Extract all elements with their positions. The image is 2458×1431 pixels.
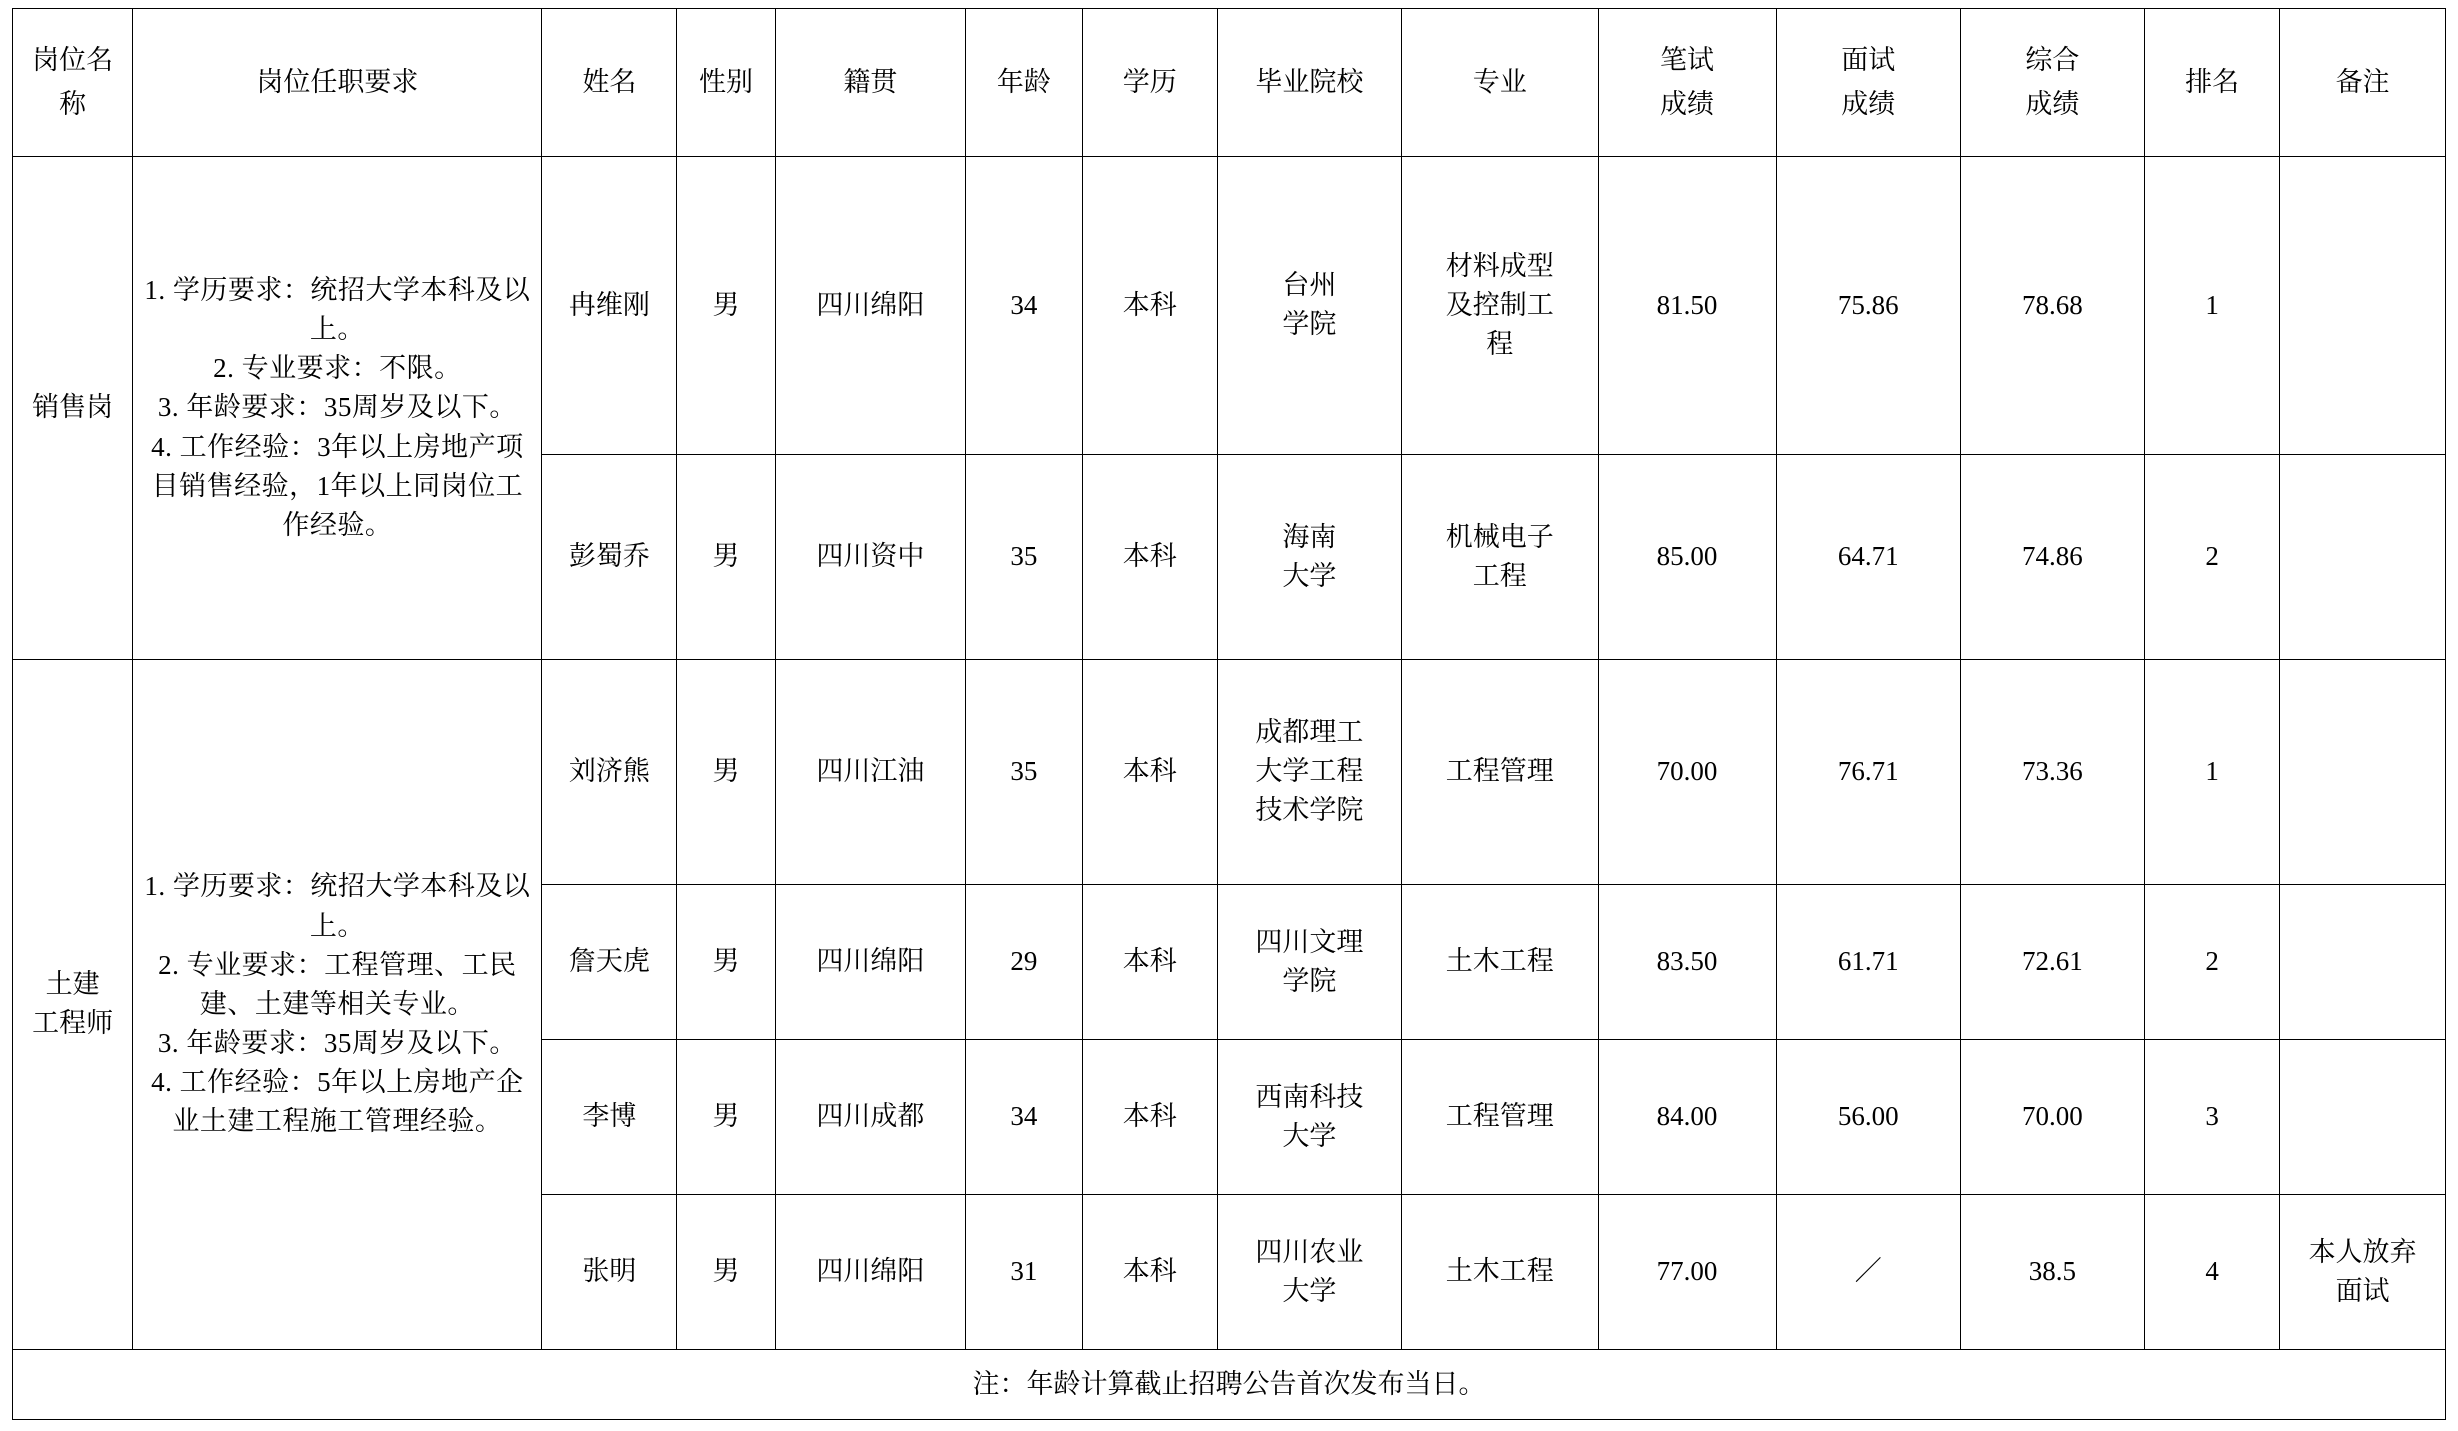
column-header-school: 毕业院校 <box>1217 9 1401 157</box>
cell-major <box>1402 659 1599 884</box>
column-header-age: 年龄 <box>966 9 1083 157</box>
table-header <box>13 9 2446 157</box>
cell-overall-score: 70.00 <box>1960 1039 2144 1194</box>
major-line: 材料成型 <box>1445 250 1554 281</box>
cell-origin: 四川江油 <box>775 659 965 884</box>
cell-written-score: 85.00 <box>1598 454 1776 659</box>
school-line: 台州 <box>1282 270 1337 301</box>
cell-name: 李博 <box>542 1039 677 1194</box>
school-line: 学院 <box>1282 309 1337 340</box>
cell-school <box>1217 884 1401 1039</box>
column-header-post-line2: 称 <box>59 88 87 119</box>
cell-major <box>1402 1039 1599 1194</box>
cell-interview-score: 64.71 <box>1776 454 1960 659</box>
cell-name: 詹天虎 <box>542 884 677 1039</box>
major-line: 及控制工 <box>1445 289 1554 320</box>
cell-interview-score: 56.00 <box>1776 1039 1960 1194</box>
cell-requirement-sales <box>133 157 542 660</box>
cell-major <box>1402 454 1599 659</box>
cell-interview-score: 61.71 <box>1776 884 1960 1039</box>
cell-requirement-civil-engineer <box>133 659 542 1349</box>
cell-school <box>1217 454 1401 659</box>
column-header-name: 姓名 <box>542 9 677 157</box>
cell-age: 34 <box>966 1039 1083 1194</box>
post-line: 工程师 <box>32 1008 114 1039</box>
cell-origin: 四川成都 <box>775 1039 965 1194</box>
cell-age: 35 <box>966 454 1083 659</box>
cell-overall-score: 38.5 <box>1960 1194 2144 1349</box>
footnote-row <box>13 1350 2446 1420</box>
cell-rank: 1 <box>2145 659 2280 884</box>
requirement-line: 2. 专业要求：工程管理、工民建、土建等相关专业。 <box>158 949 517 1019</box>
cell-origin: 四川绵阳 <box>775 884 965 1039</box>
column-header-interview-score <box>1776 9 1960 157</box>
school-line: 大学 <box>1282 1120 1337 1151</box>
requirement-line: 4. 工作经验：5年以上房地产企业土建工程施工管理经验。 <box>151 1067 524 1137</box>
cell-age: 35 <box>966 659 1083 884</box>
cell-name: 刘济熊 <box>542 659 677 884</box>
cell-age: 34 <box>966 157 1083 455</box>
requirement-line: 1. 学历要求：统招大学本科及以上。 <box>144 871 531 941</box>
column-header-written-line1: 笔试 <box>1660 45 1715 76</box>
school-line: 成都理工 <box>1255 717 1364 748</box>
requirement-line: 2. 专业要求：不限。 <box>213 353 462 384</box>
results-table <box>12 8 2446 1420</box>
column-header-remark: 备注 <box>2280 9 2446 157</box>
cell-major <box>1402 884 1599 1039</box>
cell-overall-score: 78.68 <box>1960 157 2144 455</box>
school-line: 西南科技 <box>1255 1081 1364 1112</box>
school-line: 大学 <box>1282 1275 1337 1306</box>
cell-interview-score: 76.71 <box>1776 659 1960 884</box>
cell-sex: 男 <box>677 659 775 884</box>
post-line: 土建 <box>45 969 100 1000</box>
school-line: 学院 <box>1282 965 1337 996</box>
cell-age: 29 <box>966 884 1083 1039</box>
cell-remark <box>2280 884 2446 1039</box>
cell-rank: 1 <box>2145 157 2280 455</box>
remark-line: 本人放弃 <box>2308 1236 2417 1267</box>
cell-education: 本科 <box>1082 884 1217 1039</box>
table-footnote: 注：年龄计算截止招聘公告首次发布当日。 <box>13 1350 2446 1420</box>
table-body <box>13 157 2446 1420</box>
cell-interview-score: ／ <box>1776 1194 1960 1349</box>
major-line: 土木工程 <box>1445 1256 1554 1287</box>
cell-age: 31 <box>966 1194 1083 1349</box>
cell-sex: 男 <box>677 157 775 455</box>
column-header-major: 专业 <box>1402 9 1599 157</box>
cell-school <box>1217 659 1401 884</box>
cell-major <box>1402 1194 1599 1349</box>
school-line: 海南 <box>1282 521 1337 552</box>
cell-major <box>1402 157 1599 455</box>
remark-line: 面试 <box>2335 1275 2390 1306</box>
table-row <box>13 659 2446 884</box>
cell-rank: 4 <box>2145 1194 2280 1349</box>
cell-rank: 3 <box>2145 1039 2280 1194</box>
major-line: 工程管理 <box>1445 1101 1554 1132</box>
column-header-sex: 性别 <box>677 9 775 157</box>
cell-overall-score: 73.36 <box>1960 659 2144 884</box>
cell-education: 本科 <box>1082 1039 1217 1194</box>
cell-school <box>1217 157 1401 455</box>
column-header-overall-line1: 综合 <box>2025 45 2080 76</box>
column-header-written-score <box>1598 9 1776 157</box>
school-line: 四川农业 <box>1255 1236 1364 1267</box>
cell-written-score: 83.50 <box>1598 884 1776 1039</box>
column-header-overall-score <box>1960 9 2144 157</box>
cell-remark <box>2280 454 2446 659</box>
major-line: 机械电子 <box>1445 521 1554 552</box>
cell-written-score: 77.00 <box>1598 1194 1776 1349</box>
cell-written-score: 81.50 <box>1598 157 1776 455</box>
requirement-line: 3. 年龄要求：35周岁及以下。 <box>157 392 517 423</box>
school-line: 技术学院 <box>1255 795 1364 826</box>
column-header-rank: 排名 <box>2145 9 2280 157</box>
column-header-post-line1: 岗位名 <box>32 45 114 76</box>
cell-school <box>1217 1194 1401 1349</box>
school-line: 大学工程 <box>1255 756 1364 787</box>
school-line: 四川文理 <box>1255 926 1364 957</box>
major-line: 工程 <box>1472 560 1527 591</box>
column-header-written-line2: 成绩 <box>1660 88 1715 119</box>
cell-school <box>1217 1039 1401 1194</box>
column-header-interview-line2: 成绩 <box>1841 88 1896 119</box>
column-header-overall-line2: 成绩 <box>2025 88 2080 119</box>
cell-sex: 男 <box>677 1194 775 1349</box>
cell-remark <box>2280 1194 2446 1349</box>
cell-post-civil-engineer <box>13 659 133 1349</box>
cell-education: 本科 <box>1082 659 1217 884</box>
cell-origin: 四川资中 <box>775 454 965 659</box>
cell-name: 彭蜀乔 <box>542 454 677 659</box>
header-row <box>13 9 2446 157</box>
cell-sex: 男 <box>677 1039 775 1194</box>
cell-name: 张明 <box>542 1194 677 1349</box>
requirement-line: 1. 学历要求：统招大学本科及以上。 <box>144 274 531 345</box>
cell-education: 本科 <box>1082 1194 1217 1349</box>
column-header-requirement: 岗位任职要求 <box>133 9 542 157</box>
major-line: 工程管理 <box>1445 756 1554 787</box>
cell-origin: 四川绵阳 <box>775 157 965 455</box>
cell-remark <box>2280 1039 2446 1194</box>
column-header-origin: 籍贯 <box>775 9 965 157</box>
cell-education: 本科 <box>1082 157 1217 455</box>
column-header-post <box>13 9 133 157</box>
cell-interview-score: 75.86 <box>1776 157 1960 455</box>
major-line: 土木工程 <box>1445 946 1554 977</box>
column-header-interview-line1: 面试 <box>1841 45 1896 76</box>
major-line: 程 <box>1486 328 1514 359</box>
cell-written-score: 70.00 <box>1598 659 1776 884</box>
requirement-line: 3. 年龄要求：35周岁及以下。 <box>157 1028 517 1059</box>
cell-written-score: 84.00 <box>1598 1039 1776 1194</box>
cell-post-sales: 销售岗 <box>13 157 133 660</box>
column-header-education: 学历 <box>1082 9 1217 157</box>
cell-sex: 男 <box>677 454 775 659</box>
cell-rank: 2 <box>2145 454 2280 659</box>
requirement-line: 4. 工作经验：3年以上房地产项目销售经验，1年以上同岗位工作经验。 <box>151 431 524 540</box>
cell-education: 本科 <box>1082 454 1217 659</box>
cell-sex: 男 <box>677 884 775 1039</box>
cell-name: 冉维刚 <box>542 157 677 455</box>
cell-origin: 四川绵阳 <box>775 1194 965 1349</box>
cell-remark <box>2280 659 2446 884</box>
cell-overall-score: 74.86 <box>1960 454 2144 659</box>
cell-remark <box>2280 157 2446 455</box>
school-line: 大学 <box>1282 560 1337 591</box>
table-row <box>13 157 2446 455</box>
cell-overall-score: 72.61 <box>1960 884 2144 1039</box>
cell-rank: 2 <box>2145 884 2280 1039</box>
